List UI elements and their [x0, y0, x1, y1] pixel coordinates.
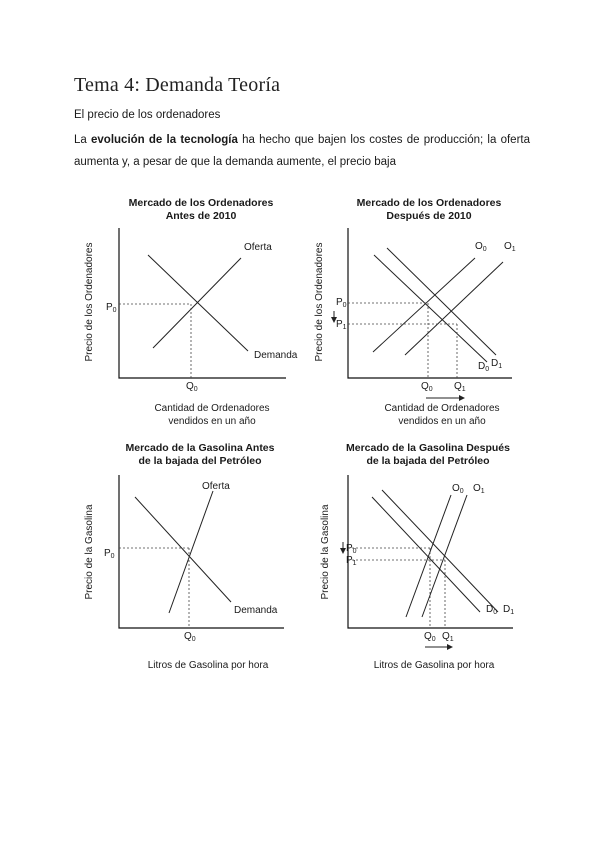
chart1-y-axis-label: Precio de los Ordenadores	[84, 242, 95, 362]
chart4-demand-curve-d0	[372, 497, 480, 612]
chart2-p0-sub: 0	[342, 302, 347, 309]
chart2-q0-letter: Q	[421, 381, 429, 392]
chart4-p1-letter: P	[346, 555, 353, 566]
chart2-supply-curve-o0	[373, 258, 475, 352]
chart1-x-axis-label-line1: Cantidad de Ordenadores	[154, 403, 270, 414]
chart1-title-line2: Antes de 2010	[165, 210, 237, 222]
chart3-demand-label: Demanda	[234, 605, 278, 616]
chart4-p0-sub: 0	[352, 548, 357, 555]
chart4-q0-label	[424, 631, 436, 643]
chart1-price-letter: P	[106, 302, 113, 313]
chart1-x-axis-label-line2: vendidos en un año	[168, 416, 256, 427]
chart2-q0-sub: 0	[428, 386, 433, 393]
chart1-quantity-label	[186, 381, 198, 393]
chart2-demand-curve-d0	[374, 255, 487, 362]
chart4-p1-sub: 1	[352, 560, 357, 567]
chart4-d1-label	[503, 604, 514, 616]
chart2-p1-letter: P	[336, 319, 343, 330]
chart1-quantity-sub: 0	[193, 386, 198, 393]
chart4-q1-label	[442, 631, 454, 643]
chart4-title-line2: de la bajada del Petróleo	[366, 455, 490, 467]
chart2-d0-letter: D	[478, 361, 486, 372]
chart4-o0-label	[452, 483, 464, 495]
chart4-d0-label	[486, 604, 497, 616]
para-bold-text: evolución de la tecnología	[91, 134, 238, 146]
chart4-p1-label	[346, 555, 357, 567]
chart4-q1-letter: Q	[442, 631, 450, 642]
chart2-d1-sub: 1	[498, 363, 503, 370]
chart2-o1-sub: 1	[511, 246, 516, 253]
chart3-y-axis-label: Precio de la Gasolina	[84, 504, 95, 600]
section-subtitle: El precio de los ordenadores	[74, 109, 221, 121]
chart3-price-sub: 0	[110, 553, 115, 560]
para-text-2: ha hecho que bajen los costes de producción; la oferta aumenta y, a pesar de que la demanda aumente, el precio baja	[74, 134, 530, 168]
chart4-demand-curve-d1	[382, 490, 498, 612]
chart-computers-before-2010	[84, 197, 298, 427]
chart3-price-label	[104, 548, 115, 560]
chart4-title-line1: Mercado de la Gasolina Después	[346, 442, 510, 454]
chart3-quantity-letter: Q	[184, 631, 192, 642]
chart2-p0-letter: P	[336, 297, 343, 308]
chart2-demand-curve-d1	[387, 248, 496, 355]
chart4-d1-letter: D	[503, 604, 511, 615]
chart-computers-after-2010	[314, 197, 516, 427]
chart3-title-line1: Mercado de la Gasolina Antes	[125, 442, 275, 454]
chart2-o0-letter: O	[475, 241, 483, 252]
chart4-p0-letter: P	[346, 543, 353, 554]
chart4-o1-label	[473, 483, 485, 495]
chart2-x-axis-label-line2: vendidos en un año	[398, 416, 486, 427]
chart3-x-axis-label: Litros de Gasolina por hora	[147, 660, 269, 671]
chart3-quantity-sub: 0	[191, 636, 196, 643]
chart3-demand-curve	[135, 497, 231, 602]
chart-gasoline-before-oil-drop	[84, 442, 284, 671]
chart2-o0-sub: 0	[482, 246, 487, 253]
chart1-supply-label: Oferta	[244, 242, 272, 253]
chart1-quantity-letter: Q	[186, 381, 194, 392]
chart4-o0-letter: O	[452, 483, 460, 494]
chart1-supply-curve	[153, 258, 241, 348]
chart4-q0-letter: Q	[424, 631, 432, 642]
chart1-demand-curve	[148, 255, 248, 351]
chart2-o1-letter: O	[504, 241, 512, 252]
chart4-o0-sub: 0	[459, 488, 464, 495]
chart4-x-axis-label: Litros de Gasolina por hora	[373, 660, 495, 671]
chart4-p0-label	[346, 543, 357, 555]
chart3-supply-label: Oferta	[202, 481, 230, 492]
chart2-p1-label	[336, 319, 347, 331]
chart4-q0-sub: 0	[431, 636, 436, 643]
chart4-d0-sub: 0	[493, 609, 498, 616]
chart2-q1-letter: Q	[454, 381, 462, 392]
chart2-d1-letter: D	[491, 358, 499, 369]
chart2-y-axis-label: Precio de los Ordenadores	[314, 242, 325, 362]
chart2-x-axis-label-line1: Cantidad de Ordenadores	[384, 403, 500, 414]
chart2-d0-label	[478, 361, 489, 373]
chart3-price-letter: P	[104, 548, 111, 559]
chart2-q0-label	[421, 381, 433, 393]
chart4-d0-letter: D	[486, 604, 494, 615]
chart3-quantity-label	[184, 631, 196, 643]
chart4-o1-sub: 1	[480, 488, 485, 495]
chart3-supply-curve	[169, 491, 213, 613]
chart2-q1-label	[454, 381, 466, 393]
chart2-p1-sub: 1	[342, 324, 347, 331]
chart2-title-line1: Mercado de los Ordenadores	[356, 197, 502, 209]
chart-gasoline-after-oil-drop	[320, 442, 514, 671]
chart1-title-line1: Mercado de los Ordenadores	[128, 197, 274, 209]
chart3-title-line2: de la bajada del Petróleo	[138, 455, 262, 467]
chart2-p0-label	[336, 297, 347, 309]
page-title: Tema 4: Demanda Teoría	[74, 74, 281, 96]
chart4-o1-letter: O	[473, 483, 481, 494]
chart2-d1-label	[491, 358, 502, 370]
chart1-demand-label: Demanda	[254, 350, 298, 361]
chart4-q1-sub: 1	[449, 636, 454, 643]
chart2-o0-label	[475, 241, 487, 253]
chart2-o1-label	[504, 241, 516, 253]
chart2-q1-sub: 1	[461, 386, 466, 393]
chart4-d1-sub: 1	[510, 609, 515, 616]
chart4-y-axis-label: Precio de la Gasolina	[320, 504, 331, 600]
chart1-price-sub: 0	[112, 307, 117, 314]
chart2-d0-sub: 0	[485, 366, 490, 373]
chart1-price-label	[106, 302, 117, 314]
chart2-title-line2: Después de 2010	[386, 210, 472, 222]
para-text-1: La	[74, 134, 92, 146]
